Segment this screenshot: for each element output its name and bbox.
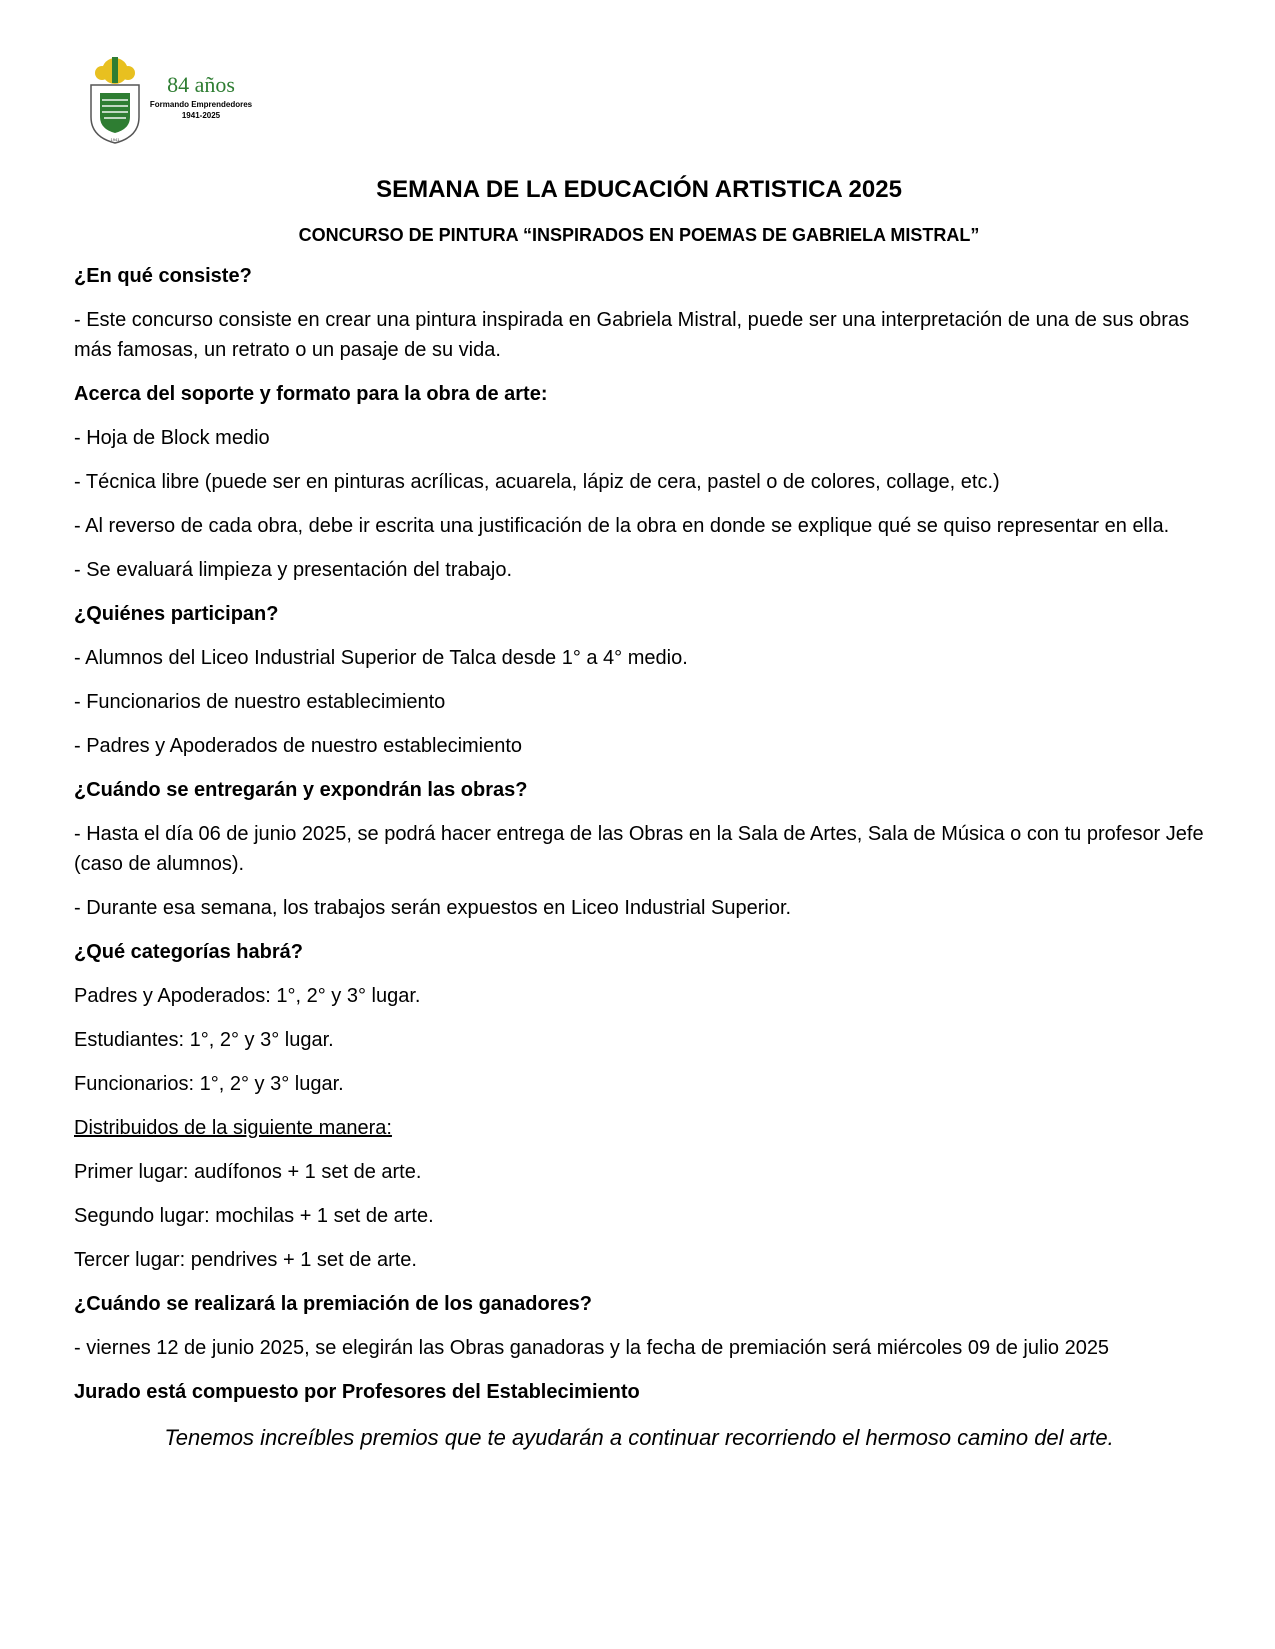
prize-item: Primer lugar: audífonos + 1 set de arte. [74, 1161, 422, 1183]
page-title: SEMANA DE LA EDUCACIÓN ARTISTICA 2025 [376, 176, 902, 203]
jury-statement: Jurado está compuesto por Profesores del Establecimiento [74, 1381, 640, 1403]
anniversary-years: 84 años [167, 72, 235, 97]
school-header [88, 55, 268, 145]
anniversary-range: 1941-2025 [181, 111, 221, 120]
list-item: - Hoja de Block medio [74, 427, 270, 449]
document-body [74, 175, 1204, 1453]
prize-item: Segundo lugar: mochilas + 1 set de arte. [74, 1205, 434, 1227]
list-item: - Durante esa semana, los trabajos serán expuestos en Liceo Industrial Superior. [74, 897, 792, 919]
section-heading-categorias: ¿Qué categorías habrá? [74, 941, 303, 963]
closing-statement: Tenemos increíbles premios que te ayudarán a continuar recorriendo el hermoso camino del arte. [164, 1425, 1114, 1450]
svg-text:1941: 1941 [110, 137, 120, 142]
category-item: Funcionarios: 1°, 2° y 3° lugar. [74, 1073, 344, 1095]
section-heading-premiacion: ¿Cuándo se realizará la premiación de los ganadores? [74, 1293, 592, 1315]
contest-subtitle: CONCURSO DE PINTURA “INSPIRADOS EN POEMAS DE GABRIELA MISTRAL” [298, 225, 980, 245]
category-item: Estudiantes: 1°, 2° y 3° lugar. [74, 1029, 334, 1051]
section-heading-participan: ¿Quiénes participan? [74, 603, 279, 625]
section-heading-soporte: Acerca del soporte y formato para la obra de arte: [74, 383, 548, 405]
school-crest-logo [88, 55, 142, 145]
prize-item: Tercer lugar: pendrives + 1 set de arte. [74, 1249, 417, 1271]
category-item: Padres y Apoderados: 1°, 2° y 3° lugar. [74, 985, 421, 1007]
list-item: - Hasta el día 06 de junio 2025, se podrá hacer entrega de las Obras en la Sala de Artes, Sala de Música o con tu profesor Jefe (caso de alumnos). [74, 823, 1204, 875]
school-motto: Formando Emprendedores [149, 100, 253, 109]
list-item: - Padres y Apoderados de nuestro establecimiento [74, 735, 523, 757]
list-item: - Alumnos del Liceo Industrial Superior de Talca desde 1° a 4° medio. [74, 647, 688, 669]
section-heading-entrega: ¿Cuándo se entregarán y expondrán las obras? [74, 779, 528, 801]
list-item: - Funcionarios de nuestro establecimiento [74, 691, 446, 713]
anniversary-badge [146, 73, 256, 121]
list-item: - Técnica libre (puede ser en pinturas acrílicas, acuarela, lápiz de cera, pastel o de colores, collage, etc.) [74, 471, 1000, 493]
list-item: - Al reverso de cada obra, debe ir escrita una justificación de la obra en donde se explique qué se quiso representar en ella. [74, 515, 1170, 537]
section-heading-consiste: ¿En qué consiste? [74, 265, 252, 287]
list-item: - Se evaluará limpieza y presentación del trabajo. [74, 559, 513, 581]
section-text-premiacion: - viernes 12 de junio 2025, se elegirán las Obras ganadoras y la fecha de premiación será miércoles 09 de julio 2025 [74, 1337, 1110, 1359]
distribution-label: Distribuidos de la siguiente manera: [74, 1117, 392, 1139]
section-text-consiste: - Este concurso consiste en crear una pintura inspirada en Gabriela Mistral, puede ser una interpretación de una de sus obras más famosas, un retrato o un pasaje de su vida. [74, 309, 1190, 361]
